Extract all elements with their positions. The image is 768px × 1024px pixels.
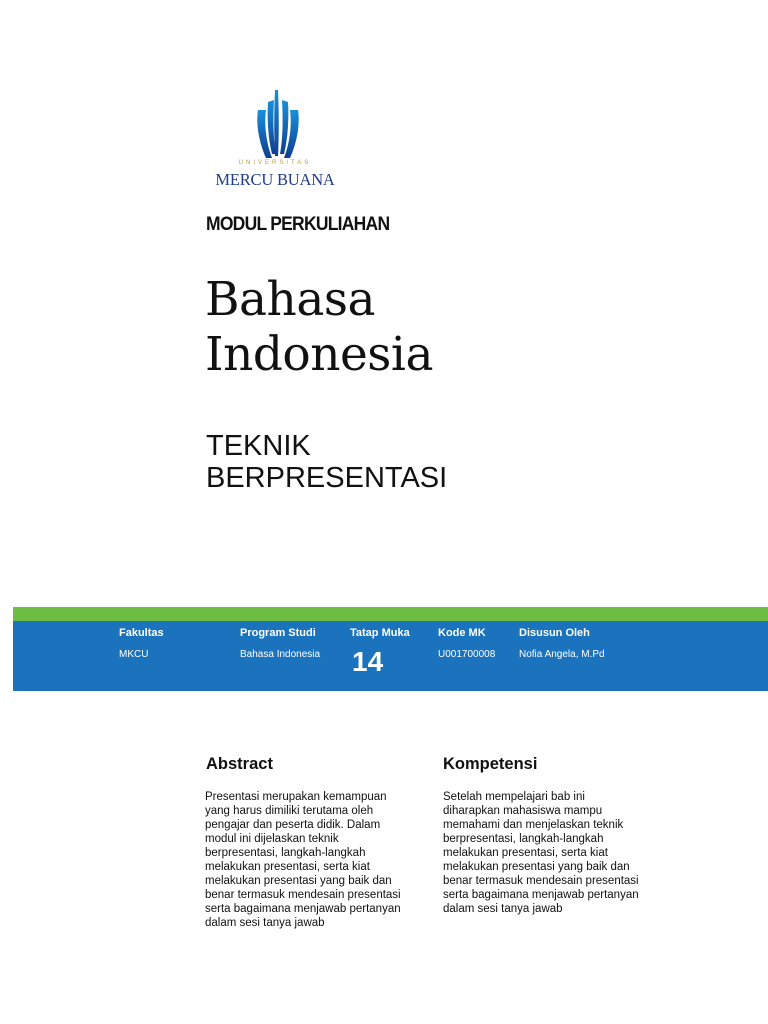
course-title <box>205 272 433 382</box>
kompetensi-line: dalam sesi tanya jawab <box>443 903 563 915</box>
logo-small-text: UNIVERSITAS <box>238 160 312 166</box>
abstract-line: dalam sesi tanya jawab <box>205 917 325 929</box>
abstract-line: pengajar dan peserta didik. Dalam <box>205 819 381 831</box>
kompetensi-line: benar termasuk mendesain presentasi <box>443 875 639 887</box>
abstract-line: modul ini dijelaskan teknik <box>205 833 339 845</box>
abstract-line: berpresentasi, langkah-langkah <box>205 847 366 859</box>
topic-title-line2: BERPRESENTASI <box>206 462 448 494</box>
fakultas-label: Fakultas <box>119 627 164 639</box>
kompetensi-line: diharapkan mahasiswa mampu <box>443 805 603 817</box>
kompetensi-text <box>443 790 639 916</box>
abstract-text <box>205 790 401 930</box>
abstract-heading: Abstract <box>206 755 273 773</box>
kompetensi-line: melakukan presentasi yang baik dan <box>443 861 630 873</box>
abstract-line: melakukan presentasi, serta kiat <box>205 861 370 873</box>
abstract-line: serta bagaimana menjawab pertanyan <box>205 903 401 915</box>
topic-title-line1: TEKNIK <box>206 430 311 462</box>
topic-title <box>206 430 447 494</box>
mercu-buana-tower-logo-icon <box>206 88 344 160</box>
kompetensi-line: melakukan presentasi, serta kiat <box>443 847 608 859</box>
course-title-line1: Bahasa <box>205 272 375 327</box>
kode-mk-label: Kode MK <box>438 627 486 639</box>
program-studi-label: Program Studi <box>240 627 316 639</box>
kompetensi-heading: Kompetensi <box>443 755 538 773</box>
kompetensi-line: memahami dan menjelaskan teknik <box>443 819 624 831</box>
disusun-oleh-value: Nofia Angela, M.Pd <box>519 649 605 660</box>
program-studi-value: Bahasa Indonesia <box>240 649 321 660</box>
disusun-oleh-label: Disusun Oleh <box>519 627 590 639</box>
abstract-line: benar termasuk mendesain presentasi <box>205 889 401 901</box>
module-label: MODUL PERKULIAHAN <box>206 214 390 235</box>
kompetensi-line: berpresentasi, langkah-langkah <box>443 833 604 845</box>
kode-mk-value: U001700008 <box>438 649 496 660</box>
green-accent-bar <box>13 607 768 621</box>
course-title-line2: Indonesia <box>205 327 433 382</box>
abstract-line: melakukan presentasi yang baik dan <box>205 875 392 887</box>
kompetensi-line: serta bagaimana menjawab pertanyan <box>443 889 639 901</box>
tatap-muka-label: Tatap Muka <box>350 627 410 639</box>
kompetensi-line: Setelah mempelajari bab ini <box>443 791 585 803</box>
fakultas-value: MKCU <box>119 649 149 660</box>
abstract-line: Presentasi merupakan kemampuan <box>205 791 387 803</box>
university-logo <box>206 88 344 192</box>
tatap-muka-value: 14 <box>352 646 384 677</box>
abstract-line: yang harus dimiliki terutama oleh <box>205 805 374 817</box>
logo-university-name: MERCU BUANA <box>215 170 335 189</box>
